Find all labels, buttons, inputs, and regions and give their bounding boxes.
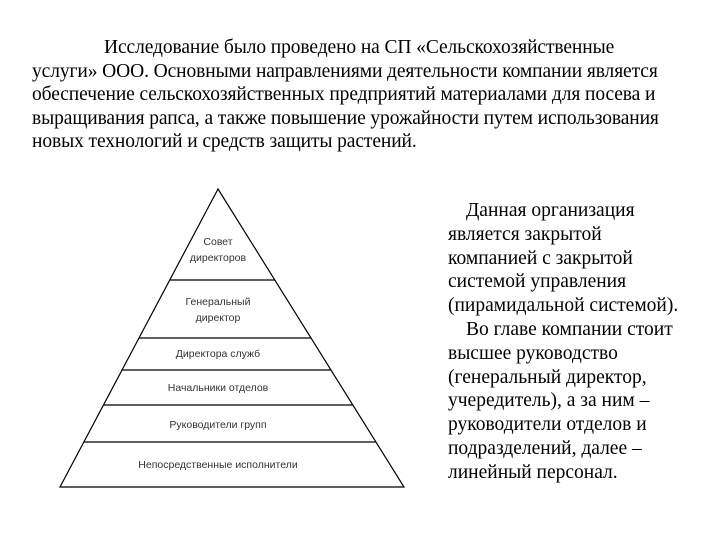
side-paragraph-2: Во главе компании стоит высшее руководство (генеральный директор, учередитель), а за ним – руководители отделов и подразделений, далее – линейный персонал. [448, 318, 673, 483]
pyramid-level-6-label: Непосредственные исполнители [138, 459, 298, 471]
pyramid-level-4-label: Начальники отделов [167, 382, 269, 394]
side-paragraph-1: Данная организация является закрытой компанией с закрытой системой управления (пирамидальной системой). [448, 200, 679, 317]
pyramid-level-2-label-line2: директор [195, 312, 241, 324]
pyramid-level-1-label-line2: директоров [189, 252, 247, 264]
pyramid-level-5-label: Руководители групп [169, 419, 267, 431]
intro-paragraph: Исследование было проведено на СП «Сельскохозяйственные услуги» ООО. Основными направлениями деятельности компании является обеспечение сельскохозяйственных предприятий материалами для посева и выращивания рапса, а также повышение урожайности путем использования новых технологий и средств защиты растений. [32, 37, 659, 152]
pyramid-level-3-label: Директора служб [175, 348, 261, 360]
pyramid-level-2-label: Генеральный [185, 296, 251, 308]
pyramid-level-1-label: Совет [203, 236, 233, 248]
side-text [448, 199, 693, 485]
